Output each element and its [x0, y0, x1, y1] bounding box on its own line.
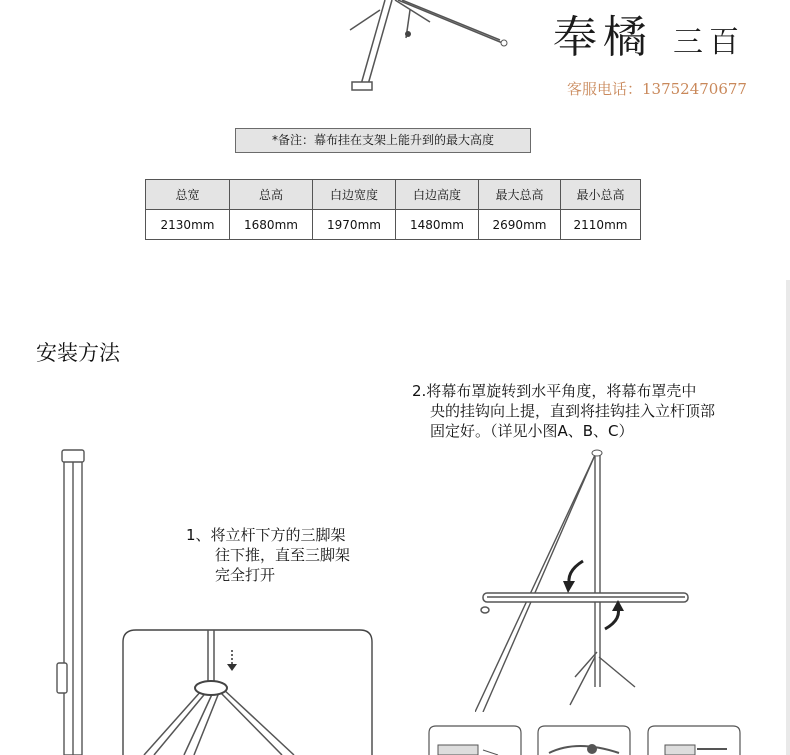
value-total-width: 2130mm: [146, 210, 230, 240]
detail-b-illustration: [537, 725, 632, 755]
step1-line: 完全打开: [215, 566, 276, 584]
value-total-height: 1680mm: [230, 210, 313, 240]
step2-line: 2.将幕布罩旋转到水平角度，将幕布罩壳中: [412, 382, 697, 400]
screen-case-rotation-illustration: [475, 447, 700, 712]
header-border-height: 白边高度: [396, 180, 479, 210]
spec-table-header-row: [146, 180, 641, 210]
value-border-width: 1970mm: [313, 210, 396, 240]
step2-line: 固定好。（详见小图A、B、C）: [430, 422, 634, 440]
step2-text: [412, 381, 715, 441]
spec-table-value-row: [146, 210, 641, 240]
brand-name-big: 奉橘: [553, 12, 653, 63]
install-method-title: 安装方法: [36, 341, 120, 365]
step2-line: 央的挂钩向上提，直到将挂钩挂入立杆顶部: [430, 402, 716, 420]
header-border-width: 白边宽度: [313, 180, 396, 210]
step1-text: [186, 525, 350, 585]
brand-logo: [553, 8, 753, 68]
height-note: *备注：幕布挂在支架上能升到的最大高度: [235, 128, 531, 153]
brand-name-small: 三百: [673, 25, 745, 60]
customer-service-phone: 客服电话：13752470677: [567, 80, 747, 98]
header-min-height: 最小总高: [561, 180, 641, 210]
right-edge-divider: [786, 280, 790, 755]
step1-line: 1、将立杆下方的三脚架: [186, 526, 346, 544]
stand-pole-illustration: [50, 448, 95, 755]
value-max-height: 2690mm: [479, 210, 561, 240]
header-max-height: 最大总高: [479, 180, 561, 210]
spec-table: [145, 179, 641, 240]
detail-a-illustration: [428, 725, 523, 755]
header-total-width: 总宽: [146, 180, 230, 210]
step1-line: 往下推，直至三脚架: [215, 546, 351, 564]
tripod-legs-illustration: [340, 0, 520, 100]
detail-c-illustration: [647, 725, 742, 755]
value-border-height: 1480mm: [396, 210, 479, 240]
tripod-detail-illustration: [122, 628, 374, 755]
value-min-height: 2110mm: [561, 210, 641, 240]
header-total-height: 总高: [230, 180, 313, 210]
